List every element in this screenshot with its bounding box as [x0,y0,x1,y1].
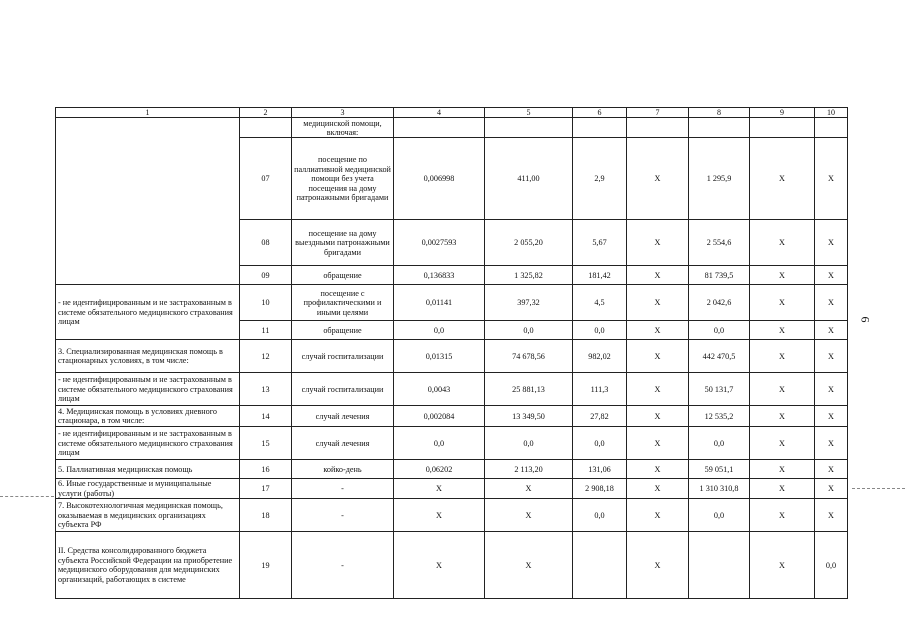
table-row [56,499,848,532]
table-cell: 25 881,13 [485,373,573,406]
table-cell: X [750,138,815,220]
row-label-cell: 5. Паллиативная медицинская помощь [56,460,240,479]
table-cell: 0,0 [573,499,627,532]
table-cell: 442 470,5 [689,340,750,373]
table-cell: X [627,499,689,532]
table-cell [815,118,848,138]
table-cell: 2 554,6 [689,220,750,266]
table-cell: 411,00 [485,138,573,220]
table-cell: 0,006998 [394,138,485,220]
table-cell: 0,0 [573,427,627,460]
table-cell: случай лечения [292,427,394,460]
table-cell: X [750,427,815,460]
table-cell: посещение на дому выездными патронажными бригадами [292,220,394,266]
header-cell: 9 [750,108,815,118]
table-cell: 10 [240,285,292,321]
table-cell: случай госпитализации [292,340,394,373]
table-cell: 397,32 [485,285,573,321]
table-cell: 0,0 [394,321,485,340]
table-cell: 15 [240,427,292,460]
table-cell: X [394,532,485,599]
table-cell: X [750,266,815,285]
table-cell: 16 [240,460,292,479]
table-cell [689,118,750,138]
table-cell: 2 113,20 [485,460,573,479]
table-cell: 0,136833 [394,266,485,285]
row-label-cell: - не идентифицированным и не застрахованным в системе обязательного медицинского страхования лицам [56,373,240,406]
table-cell: X [815,321,848,340]
header-cell: 5 [485,108,573,118]
table-cell: X [627,138,689,220]
row-label-cell: 4. Медицинская помощь в условиях дневного стационара, в том числе: [56,406,240,427]
table-cell: койко-день [292,460,394,479]
table-cell: X [750,321,815,340]
table-cell: 14 [240,406,292,427]
table-cell: 1 325,82 [485,266,573,285]
table-cell: X [815,499,848,532]
row-label-cell: II. Средства консолидированного бюджета субъекта Российской Федерации на приобретение медицинского оборудования для медицинских организаций, работающих в системе [56,532,240,599]
table-cell: 131,06 [573,460,627,479]
table-row [56,373,848,406]
table-cell: X [750,479,815,499]
row-label-cell: - не идентифицированным и не застрахованным в системе обязательного медицинского страхования лицам [56,427,240,460]
table-cell: 982,02 [573,340,627,373]
table-cell: X [815,373,848,406]
table-cell: X [627,479,689,499]
row-label-cell [56,118,240,285]
table-cell: 181,42 [573,266,627,285]
row-label-cell: 3. Специализированная медицинская помощь в стационарных условиях, в том числе: [56,340,240,373]
table-cell: 0,01315 [394,340,485,373]
table-cell: 0,0 [573,321,627,340]
table-row [56,118,848,138]
table-cell: 0,0027593 [394,220,485,266]
table-cell: 17 [240,479,292,499]
row-label-cell: 6. Иные государственные и муниципальные услуги (работы) [56,479,240,499]
header-cell: 10 [815,108,848,118]
row-label-cell: 7. Высокотехнологичная медицинская помощь, оказываемая в медицинских организациях субъекта РФ [56,499,240,532]
table-cell: X [815,340,848,373]
table-cell: 13 349,50 [485,406,573,427]
table-cell: 5,67 [573,220,627,266]
header-row [56,108,848,118]
table-cell: X [627,406,689,427]
table-cell: 1 295,9 [689,138,750,220]
table-cell: X [627,427,689,460]
table-row [56,479,848,499]
table-cell: X [627,532,689,599]
table-cell: 19 [240,532,292,599]
header-cell: 6 [573,108,627,118]
table-cell: 2,9 [573,138,627,220]
table-cell: 50 131,7 [689,373,750,406]
table-cell: 0,0 [485,321,573,340]
table-cell: 12 [240,340,292,373]
table-cell: 0,0043 [394,373,485,406]
table-cell: X [394,499,485,532]
table-cell: посещение с профилактическими и иными целями [292,285,394,321]
table-cell: X [815,138,848,220]
table-body [56,108,848,599]
budget-table [55,107,848,599]
table-row [56,532,848,599]
table-row [56,406,848,427]
table-cell: 09 [240,266,292,285]
table-cell: 1 310 310,8 [689,479,750,499]
table-row [56,427,848,460]
table-cell: 13 [240,373,292,406]
table-cell: 0,0 [815,532,848,599]
table-cell: X [815,479,848,499]
table-cell: обращение [292,321,394,340]
row-label-cell: - не идентифицированным и не застрахованным в системе обязательного медицинского страхования лицам [56,285,240,340]
table-cell: 74 678,56 [485,340,573,373]
header-cell: 4 [394,108,485,118]
page-number: 6 [858,316,873,323]
table-cell: 4,5 [573,285,627,321]
table-cell: X [750,373,815,406]
table-cell: X [815,220,848,266]
table-cell: 0,0 [394,427,485,460]
table-cell: 0,01141 [394,285,485,321]
table-cell: X [815,266,848,285]
table-cell: X [815,427,848,460]
table-cell: - [292,479,394,499]
table-row [56,340,848,373]
table-cell: посещение по паллиативной медицинской помощи без учета посещения на дому патронажными бригадами [292,138,394,220]
table-cell: 0,06202 [394,460,485,479]
table-cell [689,532,750,599]
table-cell: 27,82 [573,406,627,427]
table-cell: 2 055,20 [485,220,573,266]
table-cell: 12 535,2 [689,406,750,427]
table-cell [627,118,689,138]
table-cell: 0,0 [689,427,750,460]
table-cell: 08 [240,220,292,266]
table-cell: X [627,321,689,340]
table-cell: 81 739,5 [689,266,750,285]
table-cell: X [750,220,815,266]
table-cell [573,532,627,599]
table-cell: X [750,460,815,479]
header-cell: 7 [627,108,689,118]
table-cell: случай лечения [292,406,394,427]
header-cell: 2 [240,108,292,118]
table-cell: X [394,479,485,499]
table-cell: X [815,285,848,321]
table-cell: X [627,220,689,266]
table-cell: 111,3 [573,373,627,406]
table-cell: - [292,499,394,532]
table-cell: медицинской помощи, включая: [292,118,394,138]
table-cell: X [750,285,815,321]
table-cell: X [627,285,689,321]
table-cell: 18 [240,499,292,532]
table-cell: X [750,406,815,427]
table-cell: 11 [240,321,292,340]
table-cell: случай госпитализации [292,373,394,406]
table-cell: X [627,340,689,373]
table-row [56,285,848,321]
table-cell: 07 [240,138,292,220]
table-cell [394,118,485,138]
header-cell: 8 [689,108,750,118]
table-row [56,460,848,479]
table-cell: X [815,406,848,427]
table-cell: X [485,499,573,532]
table-cell [485,118,573,138]
table-cell: 0,0 [689,321,750,340]
scan-edge-line-left [0,496,54,497]
table-cell: X [485,532,573,599]
table-cell: X [750,532,815,599]
table-cell: X [750,340,815,373]
table-cell: X [485,479,573,499]
table-cell: X [815,460,848,479]
header-cell: 1 [56,108,240,118]
scan-edge-line-right [852,488,905,489]
table-cell: X [750,499,815,532]
table-cell [573,118,627,138]
table-cell: 0,002084 [394,406,485,427]
table-cell: 59 051,1 [689,460,750,479]
table-cell: 2 042,6 [689,285,750,321]
table-cell: обращение [292,266,394,285]
table-cell: X [627,266,689,285]
table-cell: - [292,532,394,599]
table-cell: X [627,373,689,406]
table-cell: 0,0 [689,499,750,532]
table-cell: 0,0 [485,427,573,460]
table-cell [750,118,815,138]
header-cell: 3 [292,108,394,118]
table-cell: 2 908,18 [573,479,627,499]
table-cell [240,118,292,138]
table-cell: X [627,460,689,479]
